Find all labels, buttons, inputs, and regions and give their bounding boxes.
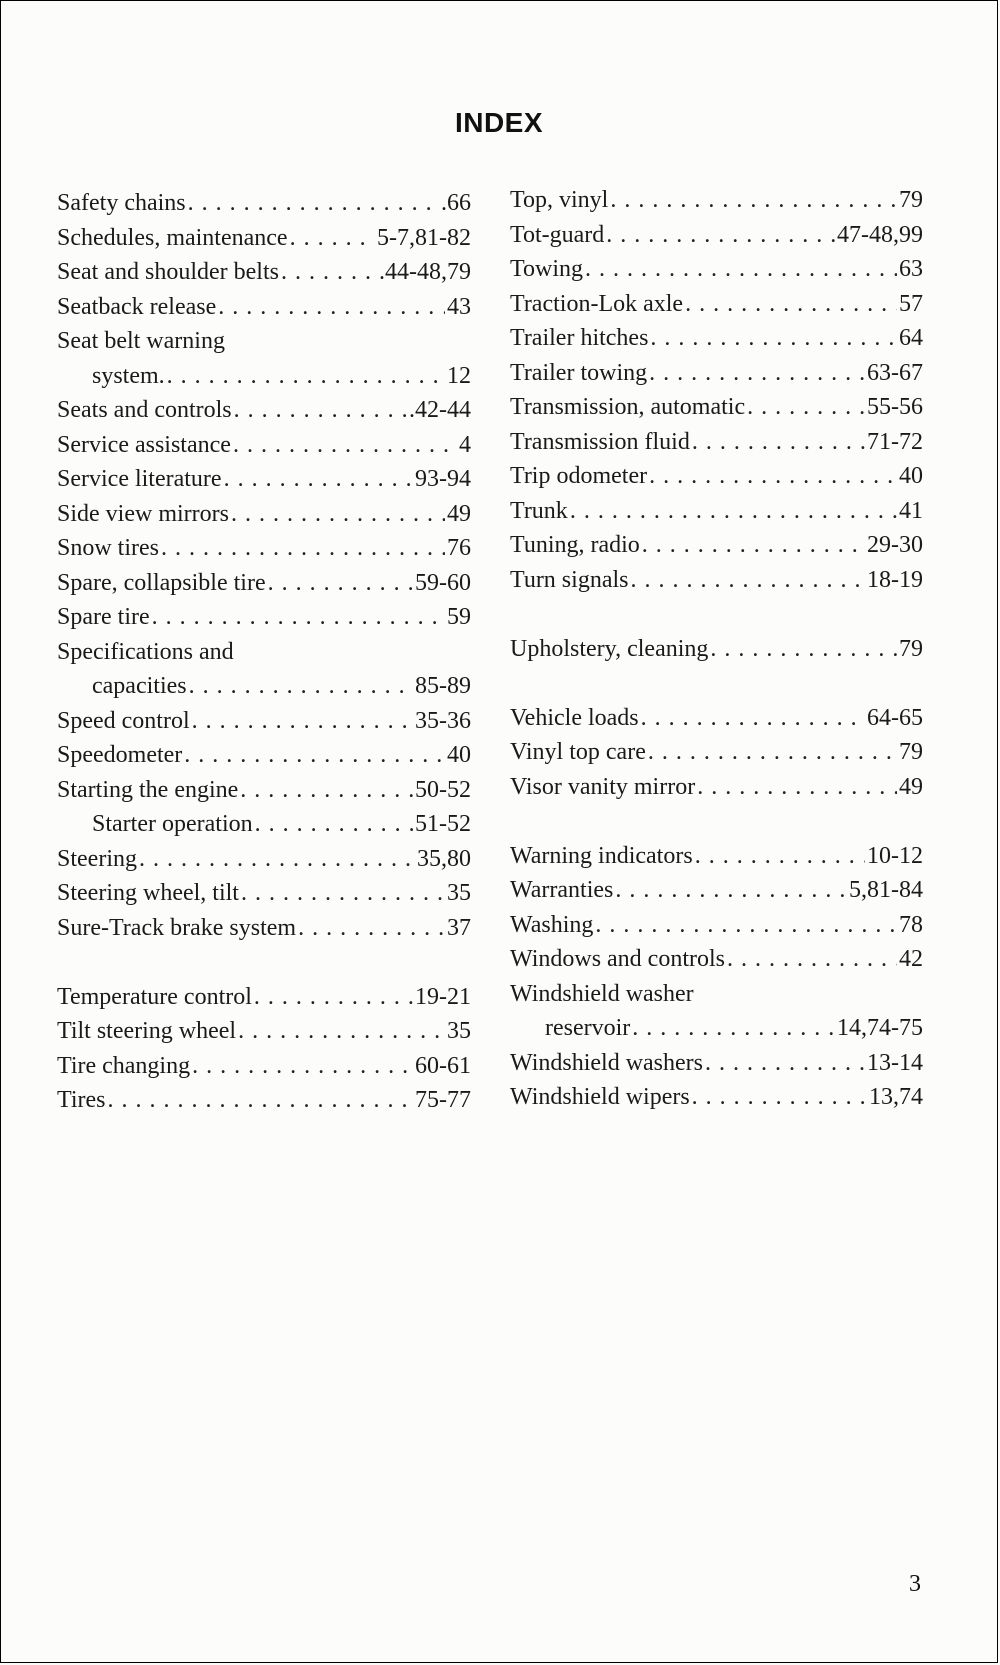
dot-leader [648, 735, 897, 770]
index-entry [510, 770, 923, 805]
index-column-left [57, 186, 471, 1118]
index-entry [510, 1011, 923, 1046]
index-entry-pages: 59-60 [415, 569, 471, 596]
index-entry [510, 252, 923, 287]
index-entry-pages: .66 [441, 190, 471, 216]
index-entry-pages: 75-77 [415, 1087, 471, 1113]
dot-leader [139, 842, 415, 877]
index-entry [57, 359, 471, 394]
index-entry-label: Windshield wipers [510, 1084, 690, 1110]
index-entry-pages: 35-36 [415, 707, 471, 734]
index-entry [510, 390, 923, 425]
index-entry [510, 942, 923, 977]
dot-leader [281, 255, 377, 290]
index-entry-label: Turn signals [510, 566, 629, 593]
dot-leader [570, 494, 897, 529]
index-entry [510, 632, 923, 667]
index-entry-label: Snow tires [57, 535, 159, 561]
dot-leader [240, 773, 413, 808]
index-entry-pages: 35 [447, 1018, 471, 1044]
dot-leader [606, 218, 835, 253]
index-gap [510, 597, 923, 632]
index-entry [57, 255, 471, 290]
index-entry [57, 221, 471, 256]
dot-leader [255, 807, 413, 842]
dot-leader [641, 701, 865, 736]
index-entry-label: Speedometer [57, 742, 183, 768]
index-entry-pages: 13-14 [867, 1049, 923, 1076]
dot-leader [167, 359, 445, 394]
dot-leader [650, 321, 897, 356]
dot-leader [298, 911, 445, 946]
index-entry [57, 980, 471, 1015]
index-entry-pages: 60-61 [415, 1052, 471, 1079]
index-entry-pages: 79 [899, 187, 923, 213]
index-entry-pages: 5,81-84 [849, 877, 923, 903]
index-entry-pages: 40 [899, 463, 923, 489]
index-entry-label: Tot-guard [510, 221, 605, 248]
dot-leader [189, 669, 413, 704]
index-entry-label: Spare, collapsible tire [57, 569, 266, 596]
dot-leader [234, 393, 407, 428]
index-entry-pages: 79 [899, 739, 923, 765]
index-entry [510, 218, 923, 253]
index-entry [510, 425, 923, 460]
index-entry-label: Tuning, radio [510, 532, 640, 558]
index-entry [57, 807, 471, 842]
index-entry-label: system. [92, 362, 165, 389]
index-entry-pages: 47-48,99 [837, 221, 923, 248]
index-entry [510, 494, 923, 529]
index-entry-label: Warranties [510, 877, 614, 903]
index-entry [510, 459, 923, 494]
index-entry-label: Top, vinyl [510, 187, 609, 213]
index-entry-label: Service literature [57, 466, 222, 492]
dot-leader [642, 528, 865, 563]
index-gap [510, 666, 923, 701]
dot-leader [233, 428, 457, 463]
index-entry [510, 873, 923, 908]
dot-leader [649, 356, 865, 391]
dot-leader [610, 183, 897, 218]
index-entry-pages: 37 [447, 914, 471, 941]
index-entry-pages: 51-52 [415, 811, 471, 837]
index-entry-label: Schedules, maintenance [57, 224, 288, 251]
index-entry-label: Warning indicators [510, 842, 693, 869]
index-entry-pages: 41 [899, 497, 923, 524]
dot-leader [585, 252, 897, 287]
dot-leader [218, 290, 445, 325]
index-entry [510, 287, 923, 322]
index-entry-label: Trailer hitches [510, 325, 649, 351]
dot-leader [192, 704, 413, 739]
index-entry-pages: 14,74-75 [837, 1015, 923, 1041]
index-entry-pages: .44-48,79 [379, 259, 471, 285]
dot-leader [697, 770, 897, 805]
index-entry-label: Steering wheel, tilt [57, 880, 239, 906]
index-entry-label: Washing [510, 911, 594, 938]
dot-leader [649, 459, 897, 494]
index-entry-pages: 79 [899, 635, 923, 662]
index-entry [57, 842, 471, 877]
dot-leader [692, 1080, 867, 1115]
index-entry [510, 1046, 923, 1081]
dot-leader [241, 876, 445, 911]
index-entry-pages: 35 [447, 880, 471, 906]
index-entry [57, 1049, 471, 1084]
index-entry-label: Specifications and [57, 638, 234, 665]
dot-leader [595, 908, 897, 943]
index-entry-pages: 10-12 [867, 842, 923, 869]
index-entry [57, 393, 471, 428]
index-entry-pages: 12 [447, 362, 471, 389]
dot-leader [184, 738, 445, 773]
index-entry-pages: 85-89 [415, 673, 471, 699]
index-entry [57, 290, 471, 325]
index-entry [57, 462, 471, 497]
index-entry-label: Upholstery, cleaning [510, 635, 709, 662]
index-entry-label: Side view mirrors [57, 500, 229, 527]
dot-leader [630, 563, 865, 598]
index-entry [57, 773, 471, 808]
dot-leader [685, 287, 897, 322]
index-entry-pages: 76 [447, 535, 471, 561]
index-entry-pages: 49 [447, 500, 471, 527]
index-entry-label: Tires [57, 1087, 106, 1113]
index-entry-label: Vehicle loads [510, 704, 639, 731]
index-entry [57, 186, 471, 221]
index-entry-pages: 40 [447, 742, 471, 768]
index-entry-label: Seats and controls [57, 397, 232, 423]
index-entry-label: Speed control [57, 707, 190, 734]
index-entry-label: Safety chains [57, 190, 186, 216]
index-entry [510, 528, 923, 563]
index-entry-pages: 59 [447, 604, 471, 630]
dot-leader [107, 1083, 413, 1118]
index-entry-pages: 64 [899, 325, 923, 351]
index-entry [57, 1014, 471, 1049]
dot-leader [695, 839, 865, 874]
dot-leader [747, 390, 865, 425]
index-entry-pages: 19-21 [415, 983, 471, 1010]
index-entry-pages: 35,80 [417, 845, 471, 872]
index-entry-pages: 63 [899, 256, 923, 282]
page-number: 3 [909, 1571, 921, 1597]
index-entry-pages: 71-72 [867, 428, 923, 455]
index-entry-pages: 50-52 [415, 776, 471, 803]
index-entry-label: Trip odometer [510, 463, 648, 489]
dot-leader [727, 942, 897, 977]
index-entry-pages: 18-19 [867, 566, 923, 593]
dot-leader [238, 1014, 445, 1049]
dot-leader [188, 186, 439, 221]
index-entry [57, 1083, 471, 1118]
index-entry-pages: 93-94 [415, 466, 471, 492]
index-entry-pages: 43 [447, 293, 471, 320]
index-entry [510, 183, 923, 218]
index-entry-pages: 49 [899, 773, 923, 800]
index-entry-label: reservoir [545, 1015, 631, 1041]
index-entry-pages: 29-30 [867, 532, 923, 558]
dot-leader [224, 462, 413, 497]
index-gap [510, 804, 923, 839]
index-entry-pages: 13,74 [869, 1084, 923, 1110]
dot-leader [615, 873, 847, 908]
index-entry-pages: 78 [899, 911, 923, 938]
index-entry-label: capacities [92, 673, 187, 699]
dot-leader [692, 425, 865, 460]
index-entry-label: Tilt steering wheel [57, 1018, 237, 1044]
index-entry [57, 669, 471, 704]
index-entry [510, 735, 923, 770]
index-entry-label: Seat and shoulder belts [57, 259, 279, 285]
index-column-right [510, 183, 923, 1115]
index-entry-pages: 63-67 [867, 359, 923, 386]
index-entry-label: Sure-Track brake system [57, 914, 297, 941]
index-entry-label: Starting the engine [57, 776, 239, 803]
dot-leader [710, 632, 897, 667]
index-entry-label: Tire changing [57, 1052, 191, 1079]
index-entry [57, 324, 471, 359]
index-entry [510, 701, 923, 736]
index-entry-pages: 5-7,81-82 [377, 224, 471, 251]
index-entry [510, 1080, 923, 1115]
index-entry-label: Transmission, automatic [510, 394, 746, 420]
index-entry [57, 738, 471, 773]
index-entry-label: Visor vanity mirror [510, 773, 696, 800]
index-entry-label: Starter operation [92, 811, 253, 837]
index-entry-label: Traction-Lok axle [510, 290, 684, 317]
index-entry [510, 356, 923, 391]
index-entry-pages: .42-44 [409, 397, 471, 423]
index-entry-label: Service assistance [57, 431, 231, 458]
index-entry [57, 704, 471, 739]
index-entry-pages: 4 [459, 431, 471, 458]
dot-leader [254, 980, 413, 1015]
index-entry [510, 563, 923, 598]
index-entry-label: Seat belt warning [57, 328, 225, 354]
index-entry [57, 531, 471, 566]
index-entry [510, 321, 923, 356]
dot-leader [192, 1049, 413, 1084]
dot-leader [290, 221, 375, 256]
index-entry-label: Temperature control [57, 983, 252, 1010]
index-entry [57, 566, 471, 601]
index-entry [57, 635, 471, 670]
dot-leader [152, 600, 445, 635]
index-entry-pages: 55-56 [867, 394, 923, 420]
index-entry-label: Trunk [510, 497, 568, 524]
index-entry [57, 600, 471, 635]
dot-leader [231, 497, 445, 532]
index-entry-label: Windshield washers [510, 1049, 703, 1076]
dot-leader [705, 1046, 865, 1081]
index-entry [57, 911, 471, 946]
dot-leader [632, 1011, 835, 1046]
index-entry-label: Transmission fluid [510, 428, 690, 455]
index-entry-pages: 64-65 [867, 704, 923, 731]
index-gap [57, 945, 471, 980]
index-entry-label: Steering [57, 845, 137, 872]
index-entry [57, 428, 471, 463]
index-entry [510, 839, 923, 874]
index-entry-pages: 42 [899, 946, 923, 972]
index-entry-label: Windows and controls [510, 946, 726, 972]
dot-leader [161, 531, 445, 566]
index-entry-label: Seatback release [57, 293, 217, 320]
index-entry-pages: 57 [899, 290, 923, 317]
dot-leader [268, 566, 413, 601]
index-entry [57, 497, 471, 532]
index-entry-label: Windshield washer [510, 980, 694, 1007]
index-entry [57, 876, 471, 911]
index-entry-label: Vinyl top care [510, 739, 646, 765]
index-entry [510, 908, 923, 943]
index-entry [510, 977, 923, 1012]
index-entry-label: Trailer towing [510, 359, 648, 386]
page-title: INDEX [454, 107, 544, 138]
index-entry-label: Towing [510, 256, 583, 282]
index-entry-label: Spare tire [57, 604, 150, 630]
